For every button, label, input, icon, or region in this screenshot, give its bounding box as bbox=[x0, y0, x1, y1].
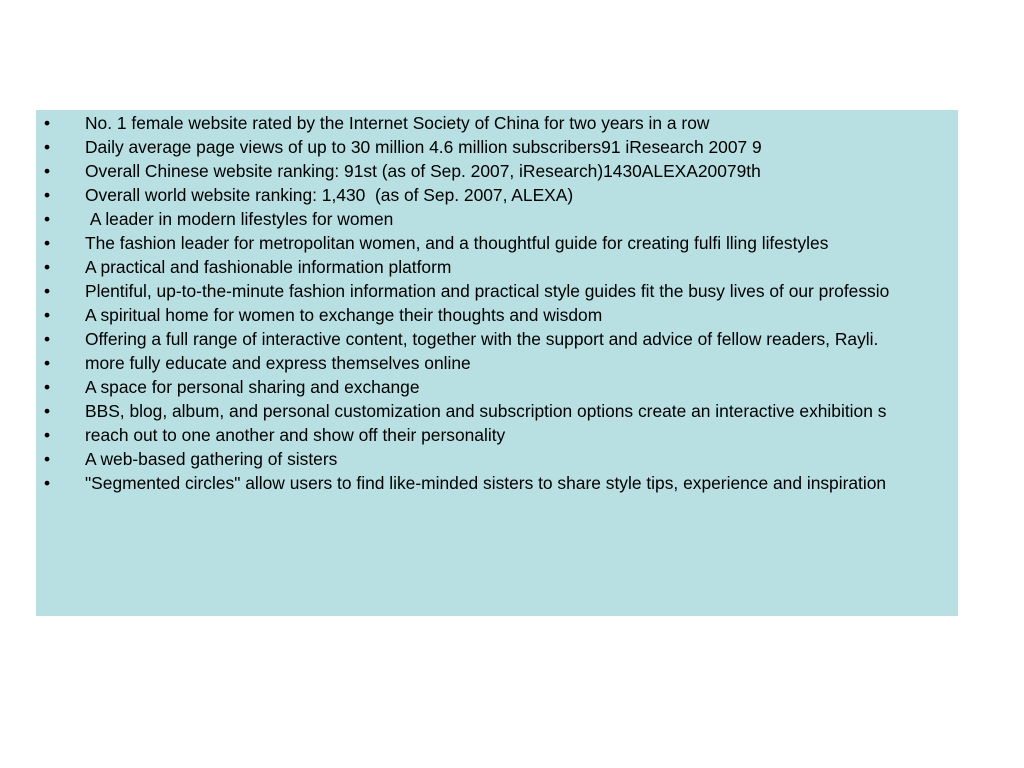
bullet-item bbox=[36, 426, 958, 444]
bullet-item bbox=[36, 450, 958, 468]
bullet-item bbox=[36, 306, 958, 324]
bullet-text-box bbox=[36, 110, 958, 616]
bullet-item bbox=[36, 378, 958, 396]
bullet-text: The fashion leader for metropolitan women, and a thoughtful guide for creating fulfi lling lifestyles bbox=[85, 233, 829, 253]
bullet-text: Offering a full range of interactive content, together with the support and advice of fellow readers, Rayli. bbox=[85, 329, 879, 349]
bullet-item bbox=[36, 210, 958, 228]
bullet-text: A spiritual home for women to exchange their thoughts and wisdom bbox=[85, 305, 603, 325]
bullet-dot-icon: • bbox=[44, 233, 51, 253]
bullet-dot-icon: • bbox=[44, 185, 51, 205]
bullet-dot-icon: • bbox=[44, 161, 51, 181]
bullet-dot-icon: • bbox=[44, 209, 51, 229]
bullet-item bbox=[36, 186, 958, 204]
bullet-text: Daily average page views of up to 30 million 4.6 million subscribers91 iResearch 2007 9 bbox=[85, 137, 762, 157]
bullet-dot-icon: • bbox=[44, 329, 51, 349]
bullet-item bbox=[36, 258, 958, 276]
bullet-item bbox=[36, 474, 958, 492]
bullet-text: A web-based gathering of sisters bbox=[85, 449, 338, 469]
bullet-text: reach out to one another and show off their personality bbox=[85, 425, 506, 445]
bullet-item bbox=[36, 402, 958, 420]
bullet-dot-icon: • bbox=[44, 305, 51, 325]
bullet-text: more fully educate and express themselves online bbox=[85, 353, 471, 373]
bullet-list bbox=[36, 114, 958, 492]
bullet-item bbox=[36, 162, 958, 180]
bullet-dot-icon: • bbox=[44, 137, 51, 157]
bullet-dot-icon: • bbox=[44, 449, 51, 469]
bullet-item bbox=[36, 234, 958, 252]
bullet-dot-icon: • bbox=[44, 113, 51, 133]
bullet-item bbox=[36, 330, 958, 348]
bullet-dot-icon: • bbox=[44, 425, 51, 445]
bullet-text: BBS, blog, album, and personal customization and subscription options create an interactive exhibition s bbox=[85, 401, 887, 421]
bullet-dot-icon: • bbox=[44, 353, 51, 373]
bullet-dot-icon: • bbox=[44, 257, 51, 277]
bullet-dot-icon: • bbox=[44, 473, 51, 493]
bullet-text: A space for personal sharing and exchange bbox=[85, 377, 420, 397]
bullet-text: Overall world website ranking: 1,430 (as of Sep. 2007, ALEXA) bbox=[85, 185, 574, 205]
bullet-dot-icon: • bbox=[44, 401, 51, 421]
bullet-text: Overall Chinese website ranking: 91st (as of Sep. 2007, iResearch)1430ALEXA20079th bbox=[85, 161, 761, 181]
bullet-dot-icon: • bbox=[44, 377, 51, 397]
bullet-dot-icon: • bbox=[44, 281, 51, 301]
bullet-text: A leader in modern lifestyles for women bbox=[85, 209, 394, 229]
bullet-item bbox=[36, 282, 958, 300]
bullet-item bbox=[36, 138, 958, 156]
bullet-text: A practical and fashionable information platform bbox=[85, 257, 452, 277]
bullet-text: Plentiful, up-to-the-minute fashion information and practical style guides fit the busy lives of our professio bbox=[85, 281, 890, 301]
bullet-item bbox=[36, 114, 958, 132]
bullet-text: "Segmented circles" allow users to find like-minded sisters to share style tips, experience and inspiration bbox=[85, 473, 887, 493]
bullet-item bbox=[36, 354, 958, 372]
bullet-text: No. 1 female website rated by the Internet Society of China for two years in a row bbox=[85, 113, 710, 133]
